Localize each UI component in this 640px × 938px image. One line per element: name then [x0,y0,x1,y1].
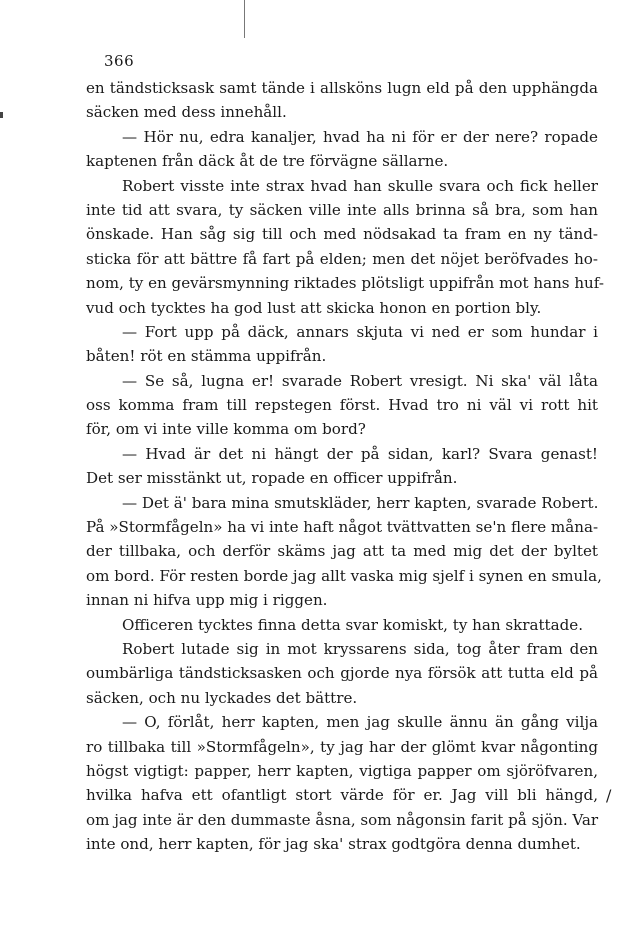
text-line: Robert lutade sig in mot kryssarens sida, tog åter fram den [122,639,598,658]
text-line: båten! röt en stämma uppifrån. [86,347,327,366]
text-line: nom, ty en gevärsmynning riktades plötsligt uppifrån mot hans huf- [86,274,604,293]
text-line: — Det ä' bara mina smutskläder, herr kapten, svarade Robert. [122,493,599,512]
text-line: hvilka hafva ett ofantligt stort värde för er. Jag vill bli hängd, [86,786,598,805]
text-line: inte ond, herr kapten, för jag ska' strax godtgöra denna dumhet. [86,835,581,854]
text-line: en tändsticksask samt tände i allsköns lugn eld på den upphängda [86,79,598,97]
gutter-line [244,0,245,38]
text-line: På »Stormfågeln» ha vi inte haft något tvättvatten se'n flere måna- [86,518,599,537]
text-line: Officeren tycktes finna detta svar komiskt, ty han skrattade. [122,615,584,634]
text-line: kaptenen från däck åt de tre förvägne sällarne. [86,152,449,171]
text-line: högst vigtigt: papper, herr kapten, vigtiga papper om sjöröfvaren, [86,761,598,780]
text-line: inte tid att svara, ty säcken ville inte alls brinna så bra, som han [86,200,598,219]
text-line: — Hör nu, edra kanaljer, hvad ha ni för er der nere? ropade [122,127,598,146]
text-line: — O, förlåt, herr kapten, men jag skulle ännu än gång vilja [122,713,598,732]
text-line: Robert visste inte strax hvad han skulle svara och fick heller [122,176,598,195]
text-line: der tillbaka, och derför skäms jag att ta med mig det der byltet [86,542,598,561]
page-number: 366 [104,52,135,70]
text-line: oss komma fram till repstegen först. Hvad tro ni väl vi rott hit [86,396,598,415]
margin-speck [0,112,3,118]
body-text [86,76,604,857]
text-line: om jag inte är den dummaste åsna, som någonsin farit på sjön. Var [86,810,599,829]
text-line: ro tillbaka till »Stormfågeln», ty jag har der glömt kvar någonting [86,737,598,756]
text-line: oumbärliga tändsticksasken och gjorde nya försök att tutta eld på [86,664,598,683]
text-line: Det ser misstänkt ut, ropade en officer uppifrån. [86,469,458,488]
text-line: innan ni hifva upp mig i riggen. [86,591,328,610]
text-line: önskade. Han såg sig till och med nödsakad ta fram en ny tänd- [86,225,598,244]
text-line: — Fort upp på däck, annars skjuta vi ned er som hundar i [122,322,598,341]
margin-mark: / [606,786,612,805]
text-line: — Hvad är det ni hängt der på sidan, karl? Svara genast! [122,444,598,463]
text-line: säcken, och nu lyckades det bättre. [86,688,358,707]
text-line: vud och tycktes ha god lust att skicka honon en portion bly. [86,298,542,317]
text-line: sticka för att bättre få fart på elden; men det nöjet beröfvades ho- [86,249,598,268]
text-line: för, om vi inte ville komma om bord? [86,420,366,439]
text-line: — Se så, lugna er! svarade Robert vresigt. Ni ska' väl låta [122,371,598,390]
text-line: om bord. För resten borde jag allt vaska mig sjelf i synen en smula, [86,566,602,585]
text-line: säcken med dess innehåll. [86,103,287,122]
